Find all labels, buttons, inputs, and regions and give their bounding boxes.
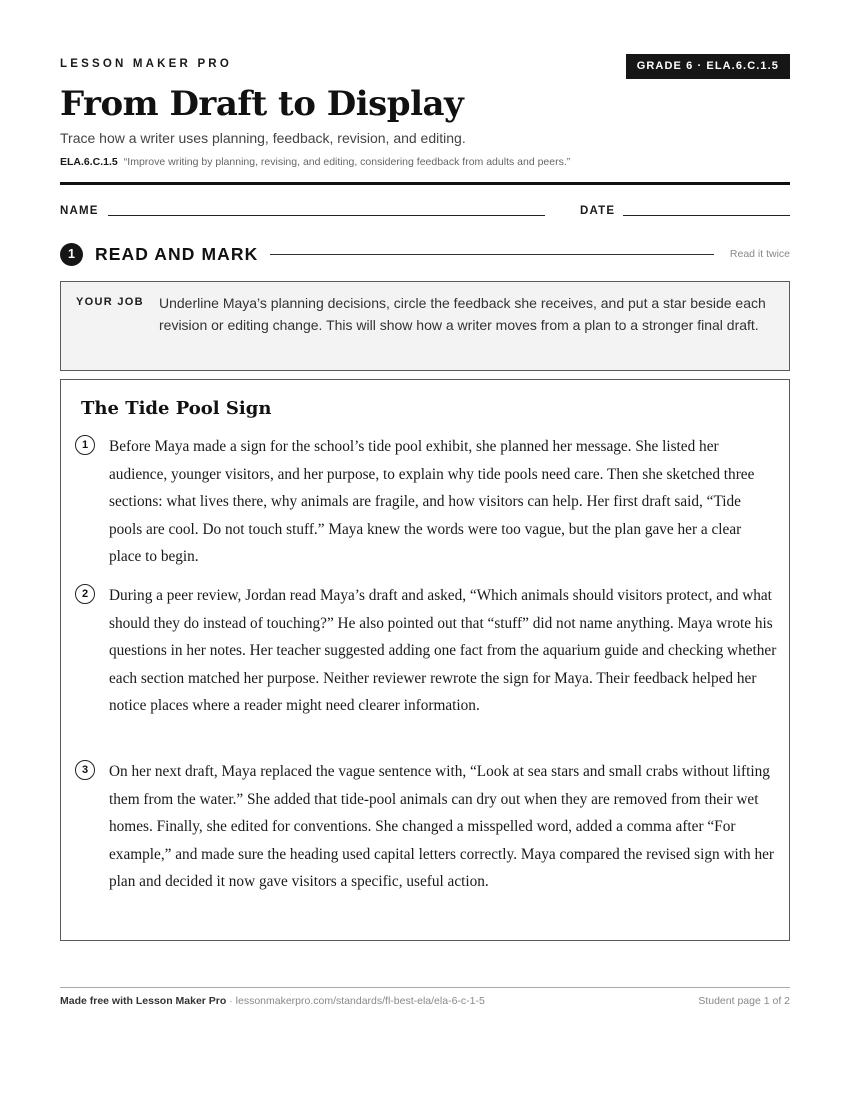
section-hint: Read it twice [729, 248, 790, 260]
paragraph-text-3: On her next draft, Maya replaced the vague sentence with, “Look at sea stars and small crabs without lifting them from the water.” She added that tide-pool animals can dry out when they are removed from their wet homes. Finally, she edited for conventions. She changed a misspelled word, added a comma after “For example,” and made sure the heading used capital letters correctly. Maya compared the revised sign with her plan and decided it now gave visitors a specific, useful action. [109, 763, 775, 890]
page-title: From Draft to Display [60, 84, 464, 124]
standard-quote: “Improve writing by planning, revising, and editing, considering feedback from adults and peers.” [123, 156, 571, 168]
page-subtitle: Trace how a writer uses planning, feedback, revision, and editing. [60, 130, 466, 146]
footer-credit [60, 995, 485, 1007]
footer-url: · lessonmakerpro.com/standards/fl-best-ela/ela-6-c-1-5 [226, 995, 485, 1007]
footer-made-with: Made free with Lesson Maker Pro [60, 995, 227, 1007]
section-header [60, 242, 790, 266]
footer-divider [60, 987, 790, 988]
paragraph-number-2: 2 [75, 584, 95, 604]
paragraph-number-3: 3 [75, 760, 95, 780]
name-label: NAME [60, 205, 99, 217]
footer-page-number: Student page 1 of 2 [698, 995, 790, 1007]
job-instructions: Underline Maya’s planning decisions, circle the feedback she receives, and put a star beside each revision or editing change. This will show how a writer moves from a plan to a stronger final draft. [159, 295, 766, 333]
name-field[interactable] [108, 215, 545, 216]
job-box [60, 281, 790, 371]
section-title: READ AND MARK [95, 244, 259, 264]
paragraph-text-1: Before Maya made a sign for the school’s tide pool exhibit, she planned her message. She listed her audience, younger visitors, and her purpose, to explain why tide pools need care. Then she sketched three sections: what lives there, why animals are fragile, and how visitors can help. Her first draft said, “Tide pools are cool. Do not touch stuff.” Maya knew the words were too vague, but the plan gave her a clear place to begin. [109, 438, 755, 565]
standard-code: ELA.6.C.1.5 [60, 156, 118, 168]
passage-box [60, 379, 790, 941]
date-field[interactable] [623, 215, 790, 216]
passage-title: The Tide Pool Sign [81, 398, 272, 419]
date-label: DATE [580, 205, 616, 217]
paragraph-number-1: 1 [75, 435, 95, 455]
section-number-badge: 1 [60, 243, 83, 266]
standard-line [60, 156, 570, 168]
job-label: YOUR JOB [76, 296, 144, 308]
section-rule [270, 254, 714, 255]
grade-badge: GRADE 6 · ELA.6.C.1.5 [626, 54, 790, 79]
header-divider [60, 182, 790, 185]
paragraph-text-2: During a peer review, Jordan read Maya’s draft and asked, “Which animals should visitors protect, and what should they do instead of touching?” He also pointed out that “stuff” did not name anything. Maya wrote his questions in her notes. Her teacher suggested adding one fact from the aquarium guide and checking whether each section matched her purpose. Neither reviewer rewrote the sign for Maya. Their feedback helped her notice places where a reader might need clearer information. [109, 587, 777, 714]
brand-name: LESSON MAKER PRO [60, 58, 232, 70]
